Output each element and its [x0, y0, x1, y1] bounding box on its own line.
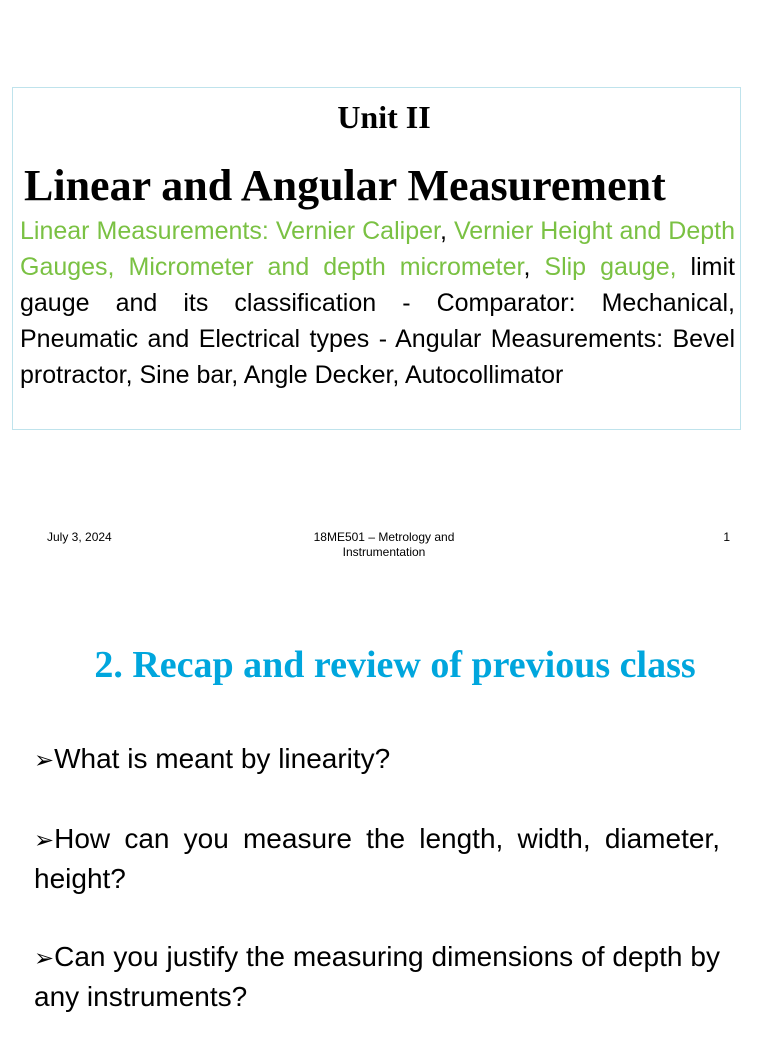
list-item: [34, 820, 720, 898]
question-text: How can you measure the length, width, diameter, height?: [34, 823, 720, 894]
syllabus-separator: ,: [439, 217, 454, 245]
question-text: What is meant by linearity?: [54, 743, 391, 774]
recap-title: 2. Recap and review of previous class: [94, 644, 696, 686]
question-text: Can you justify the measuring dimensions of depth by any instruments?: [34, 941, 720, 1012]
footer-page-number: 1: [723, 530, 730, 544]
list-item: [34, 740, 720, 780]
arrow-bullet-icon: ➢: [34, 827, 55, 854]
question-list: [34, 740, 720, 1056]
footer-course: 18ME501 – Metrology and Instrumentation: [313, 530, 455, 559]
footer-date: July 3, 2024: [47, 530, 112, 544]
syllabus-topic-slip-gauge: Slip gauge,: [544, 253, 691, 281]
main-title: Linear and Angular Measurement: [24, 161, 666, 210]
list-item: [34, 938, 720, 1016]
syllabus-topic-vernier-caliper: Linear Measurements: Vernier Caliper: [20, 217, 440, 245]
syllabus-text: [20, 213, 735, 393]
arrow-bullet-icon: ➢: [34, 747, 55, 774]
syllabus-separator: ,: [523, 253, 545, 281]
syllabus-topic-rest: limit gauge and its classification - Comparator: Mechanical, Pneumatic and Electrical types - Angular Measurements: Bevel protractor, Sine bar, Angle Decker, Autocollimator: [20, 253, 735, 389]
arrow-bullet-icon: ➢: [34, 945, 55, 972]
syllabus-topic-height-depth-micrometer: Vernier Height and Depth Gauges, Micrometer and depth micrometer: [20, 217, 735, 281]
unit-title: Unit II: [337, 99, 431, 135]
